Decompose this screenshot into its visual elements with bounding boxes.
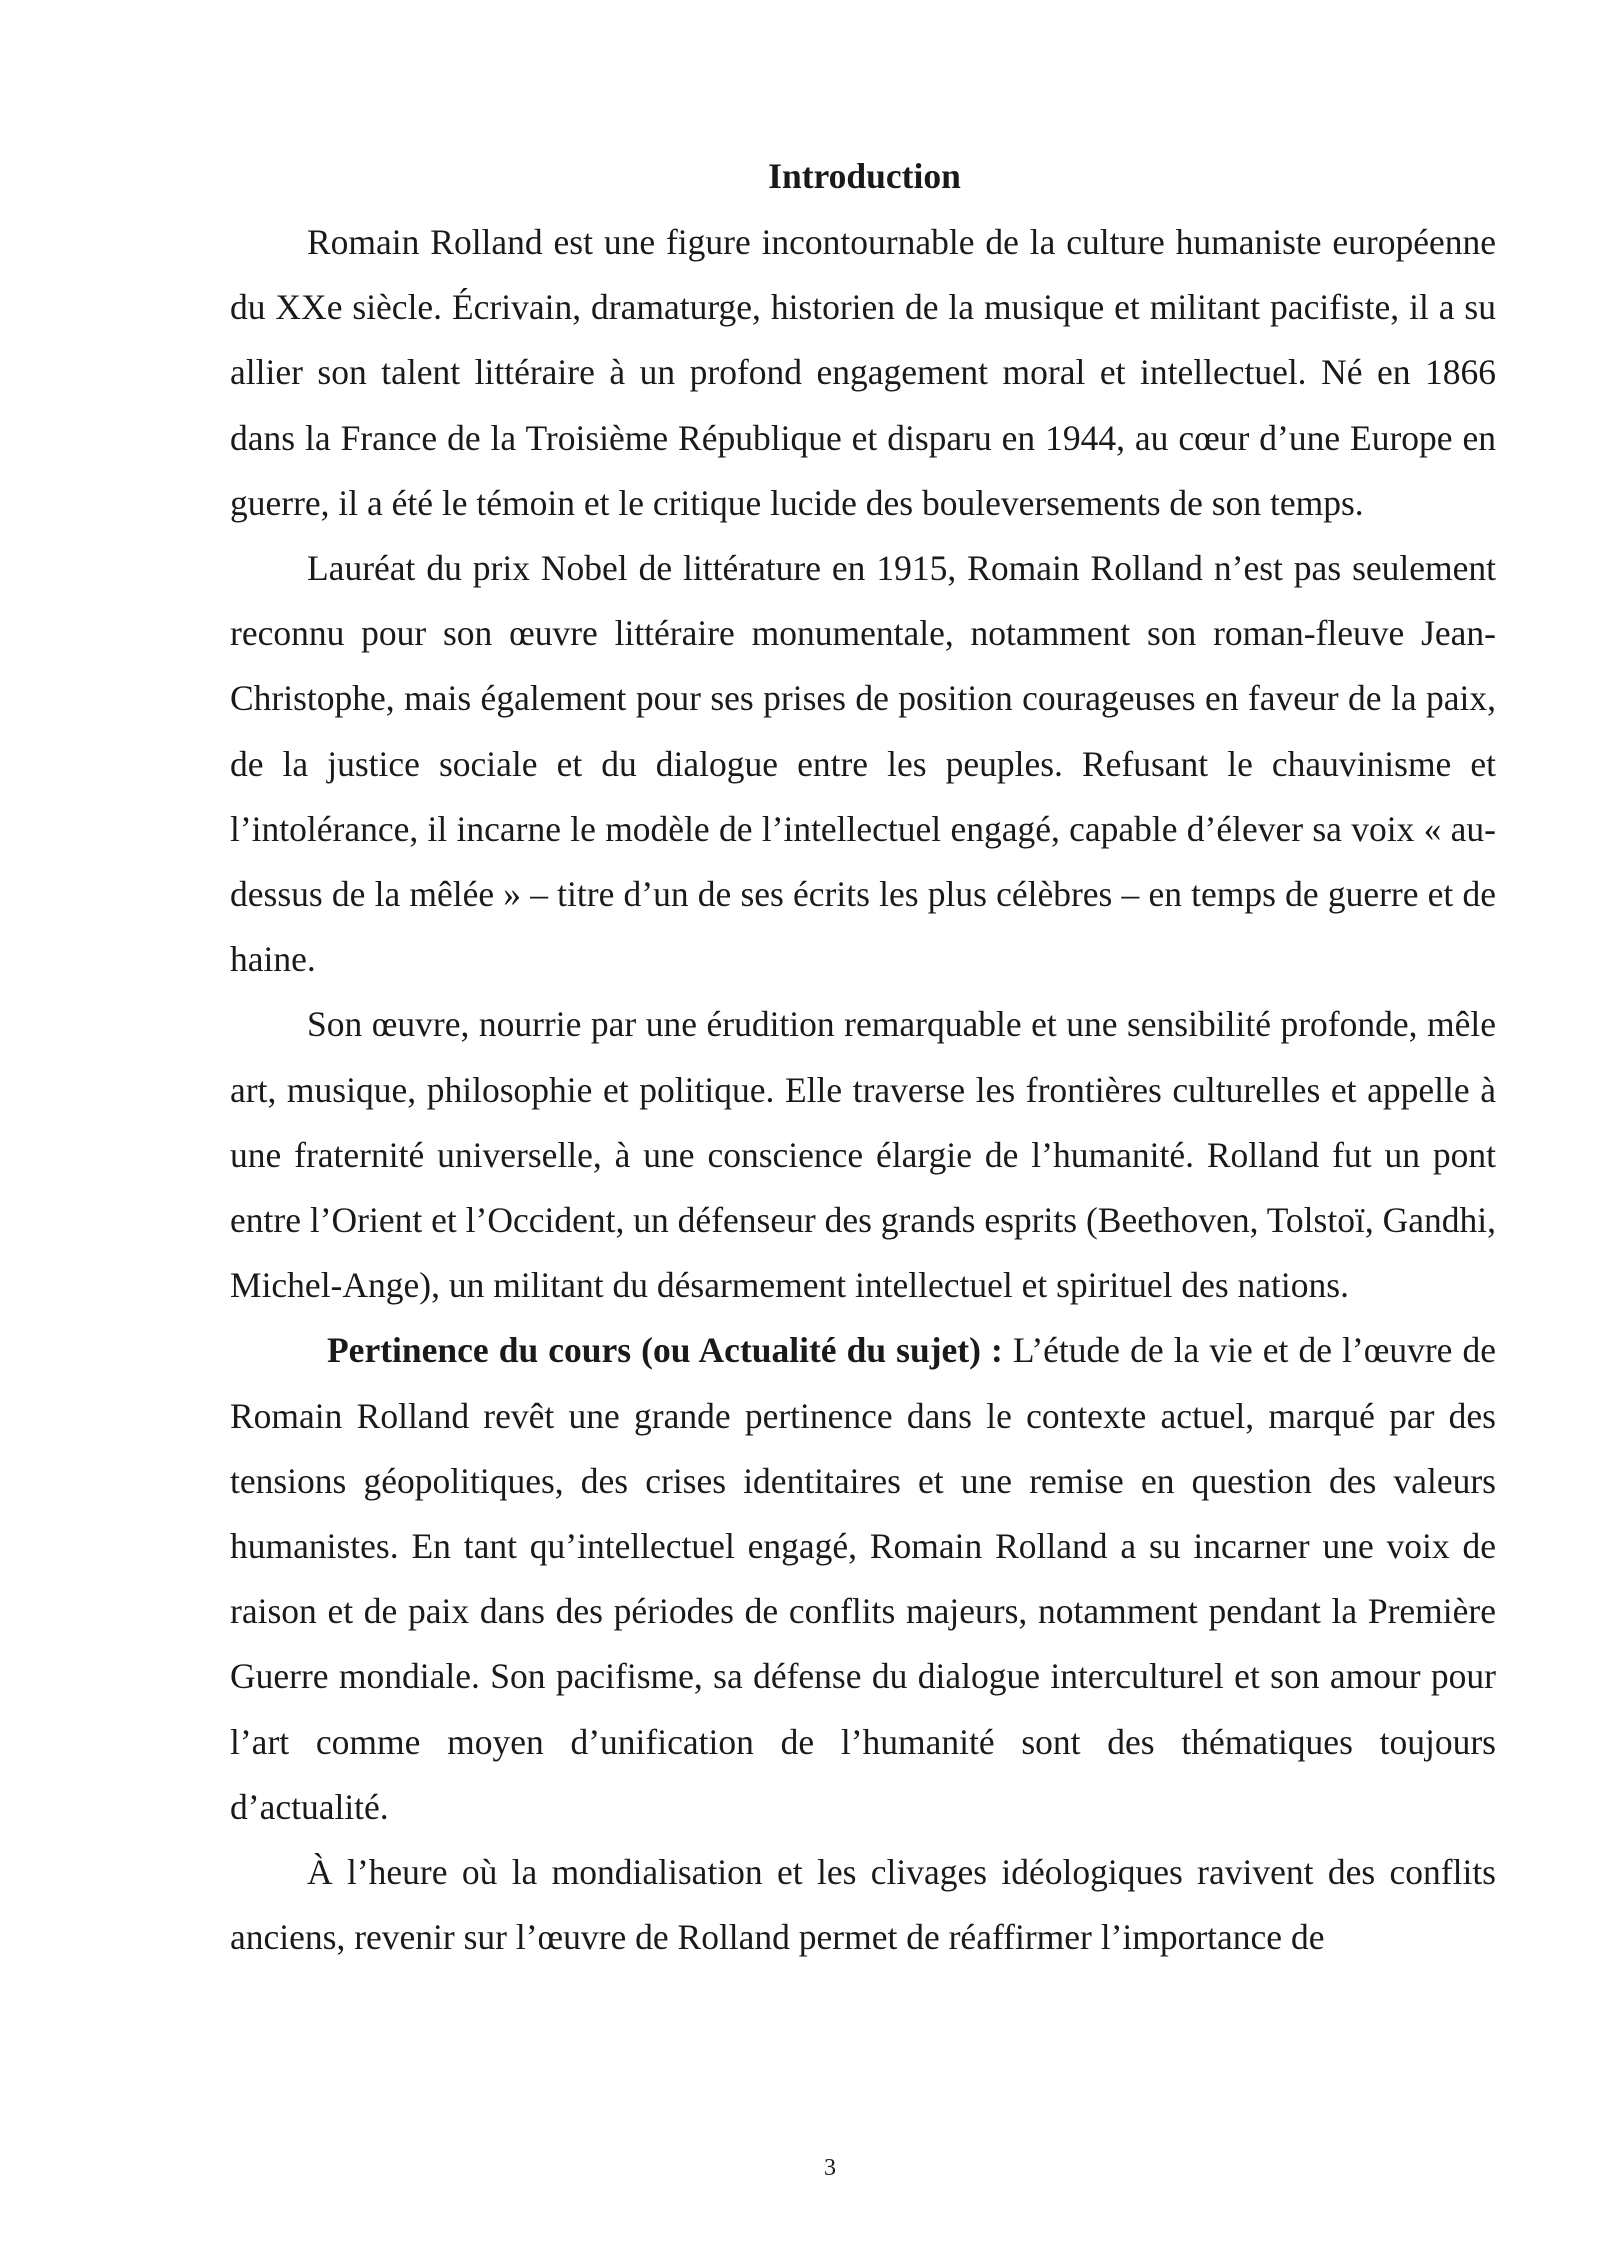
paragraph-pertinence — [230, 1318, 1496, 1840]
pertinence-heading: Pertinence du cours (ou Actualité du sujet) : — [327, 1330, 1003, 1371]
paragraph-intro: Romain Rolland est une figure incontournable de la culture humaniste européenne du XXe siècle. Écrivain, dramaturge, historien de la musique et militant pacifiste, il a su allier son talent littéraire à un profond engagement moral et intellectuel. Né en 1866 dans la France de la Troisième République et disparu en 1944, au cœur d’une Europe en guerre, il a été le témoin et le critique lucide des bouleversements de son temps. — [230, 222, 1496, 523]
page-number: 3 — [824, 2155, 836, 2181]
paragraph-oeuvre: Son œuvre, nourrie par une érudition remarquable et une sensibilité profonde, mêle art, musique, philosophie et politique. Elle traverse les frontières culturelles et appelle à une fraternité universelle, à une conscience élargie de l’humanité. Rolland fut un pont entre l’Orient et l’Occident, un défenseur des grands esprits (Beethoven, Tolstoï, Gandhi, Michel-Ange), un militant du désarmement intellectuel et spirituel des nations. — [230, 1004, 1496, 1306]
pertinence-text: L’étude de la vie et de l’œuvre de Romain Rolland revêt une grande pertinence dans le contexte actuel, marqué par des tensions géopolitiques, des crises identitaires et une remise en question des valeurs humanistes. En tant qu’intellectuel engagé, Romain Rolland a su incarner une voix de raison et de paix dans des périodes de conflits majeurs, notamment pendant la Première Guerre mondiale. Son pacifisme, sa défense du dialogue interculturel et son amour pour l’art comme moyen d’unification de l’humanité sont des thématiques toujours d’actualité. — [230, 1330, 1496, 1827]
paragraph-nobel: Lauréat du prix Nobel de littérature en 1915, Romain Rolland n’est pas seulement reconnu pour son œuvre littéraire monumentale, notamment son roman-fleuve Jean-Christophe, mais également pour ses prises de position courageuses en faveur de la paix, de la justice sociale et du dialogue entre les peuples. Refusant le chauvinisme et l’intolérance, il incarne le modèle de l’intellectuel engagé, capable d’élever sa voix « au-dessus de la mêlée » – titre d’un de ses écrits les plus célèbres – en temps de guerre et de haine. — [230, 548, 1496, 980]
page-content — [230, 150, 1496, 1970]
page-title: Introduction — [768, 156, 961, 196]
paragraph-mondialisation: À l’heure où la mondialisation et les clivages idéologiques ravivent des conflits anciens, revenir sur l’œuvre de Rolland permet de réaffirmer l’importance de — [230, 1852, 1496, 1958]
